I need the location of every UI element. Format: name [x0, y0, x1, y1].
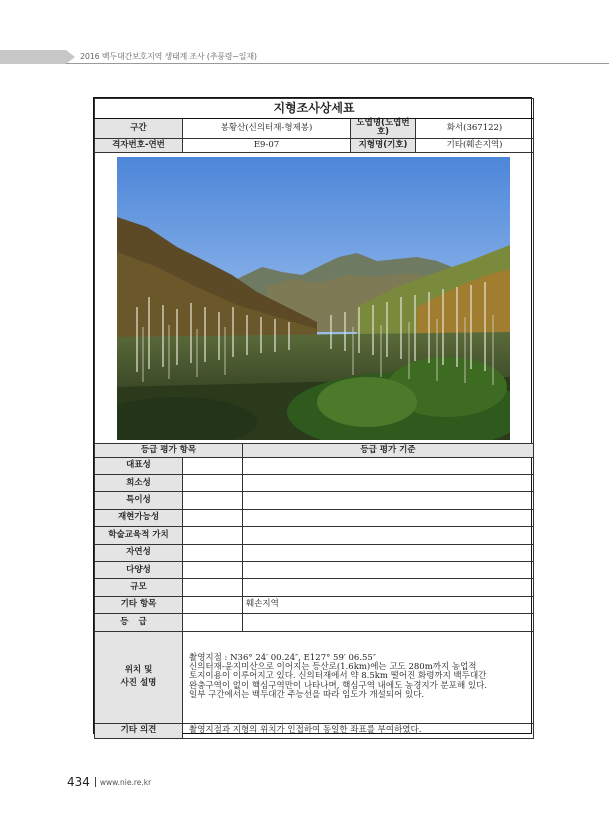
criteria-value [243, 527, 534, 544]
criteria-label: 다양성 [95, 562, 183, 579]
criteria-label: 희소성 [95, 475, 183, 492]
map-label: 도엽명(도엽번호) [351, 119, 416, 139]
criteria-label: 재현가능성 [95, 509, 183, 526]
location-description [183, 631, 534, 723]
criteria-row [95, 579, 534, 596]
other-opinion-text: 촬영지점과 지형의 위치가 인접하여 동일한 좌표를 부여하였다. [183, 723, 534, 738]
header-arrow [66, 50, 75, 64]
landform-survey-sheet [93, 97, 532, 734]
other-opinion-label: 기타 의견 [95, 723, 183, 738]
grade-criteria-header: 등급 평가 기준 [243, 443, 534, 457]
criteria-label: 등급 [95, 614, 183, 631]
header-tab [0, 50, 66, 64]
criteria-grade [183, 527, 243, 544]
criteria-grade [183, 457, 243, 474]
criteria-row [95, 544, 534, 561]
photo-cell [95, 152, 534, 443]
criteria-label: 기타 항목 [95, 596, 183, 613]
criteria-label: 학술교육적 가치 [95, 527, 183, 544]
map-value: 화서(367122) [416, 119, 534, 139]
location-line: 신의터재-윤지미산으로 이어지는 등산로(1.6km)에는 고도 280m까지 농업적 [189, 662, 477, 673]
criteria-value [243, 492, 534, 509]
criteria-grade [183, 562, 243, 579]
header-text: 2016 백두대간보호지역 생태계 조사 (추풍령~일재) [80, 52, 257, 61]
criteria-grade [183, 614, 243, 631]
grid-value: E9-07 [183, 138, 351, 152]
criteria-value [243, 509, 534, 526]
location-line: 토지이용이 이루어지고 있다. 신의터재에서 약 8.5km 떨어진 화령까지 백두대간 [189, 671, 487, 682]
section-value: 봉황산(신의터재-형제봉) [183, 119, 351, 139]
location-label-line1: 위치 및 [124, 664, 153, 675]
location-line: 완충구역이 없이 핵심구역만이 나타나며, 핵심구역 내에도 농경지가 분포해 있다. [189, 680, 487, 691]
criteria-label: 자연성 [95, 544, 183, 561]
criteria-row [95, 596, 534, 613]
landform-value: 기타(훼손지역) [416, 138, 534, 152]
criteria-grade [183, 492, 243, 509]
form-title: 지형조사상세표 [95, 99, 534, 119]
site-photo [117, 157, 510, 440]
criteria-value [243, 579, 534, 596]
grade-item-header: 등급 평가 항목 [95, 443, 243, 457]
survey-table [94, 98, 534, 739]
footer-divider [95, 777, 96, 787]
criteria-value [243, 457, 534, 474]
header-rule [66, 63, 609, 64]
criteria-label: 규모 [95, 579, 183, 596]
location-line: 일부 구간에서는 백두대간 주능선을 따라 임도가 개설되어 있다. [189, 690, 425, 701]
location-label [95, 631, 183, 723]
criteria-grade [183, 509, 243, 526]
location-line: 촬영지점 : N36° 24′ 00.24″, E127° 59′ 06.55″ [189, 652, 377, 663]
running-header [0, 50, 609, 64]
criteria-grade [183, 544, 243, 561]
criteria-value [243, 544, 534, 561]
criteria-value [243, 614, 534, 631]
landform-label: 지형명(기호) [351, 138, 416, 152]
criteria-label: 대표성 [95, 457, 183, 474]
criteria-grade [183, 579, 243, 596]
criteria-value [243, 475, 534, 492]
page-footer [67, 771, 151, 790]
criteria-row [95, 527, 534, 544]
grid-label: 격자번호-연번 [95, 138, 183, 152]
criteria-value [243, 562, 534, 579]
criteria-row [95, 562, 534, 579]
criteria-row [95, 509, 534, 526]
criteria-row [95, 475, 534, 492]
criteria-label: 특이성 [95, 492, 183, 509]
criteria-row [95, 457, 534, 474]
criteria-row [95, 614, 534, 631]
section-label: 구간 [95, 119, 183, 139]
criteria-grade [183, 596, 243, 613]
criteria-value: 훼손지역 [243, 596, 534, 613]
footer-url: www.nie.re.kr [99, 778, 152, 787]
page-number: 434 [67, 775, 90, 789]
criteria-row [95, 492, 534, 509]
criteria-grade [183, 475, 243, 492]
location-label-line2: 사진 설명 [120, 678, 157, 689]
